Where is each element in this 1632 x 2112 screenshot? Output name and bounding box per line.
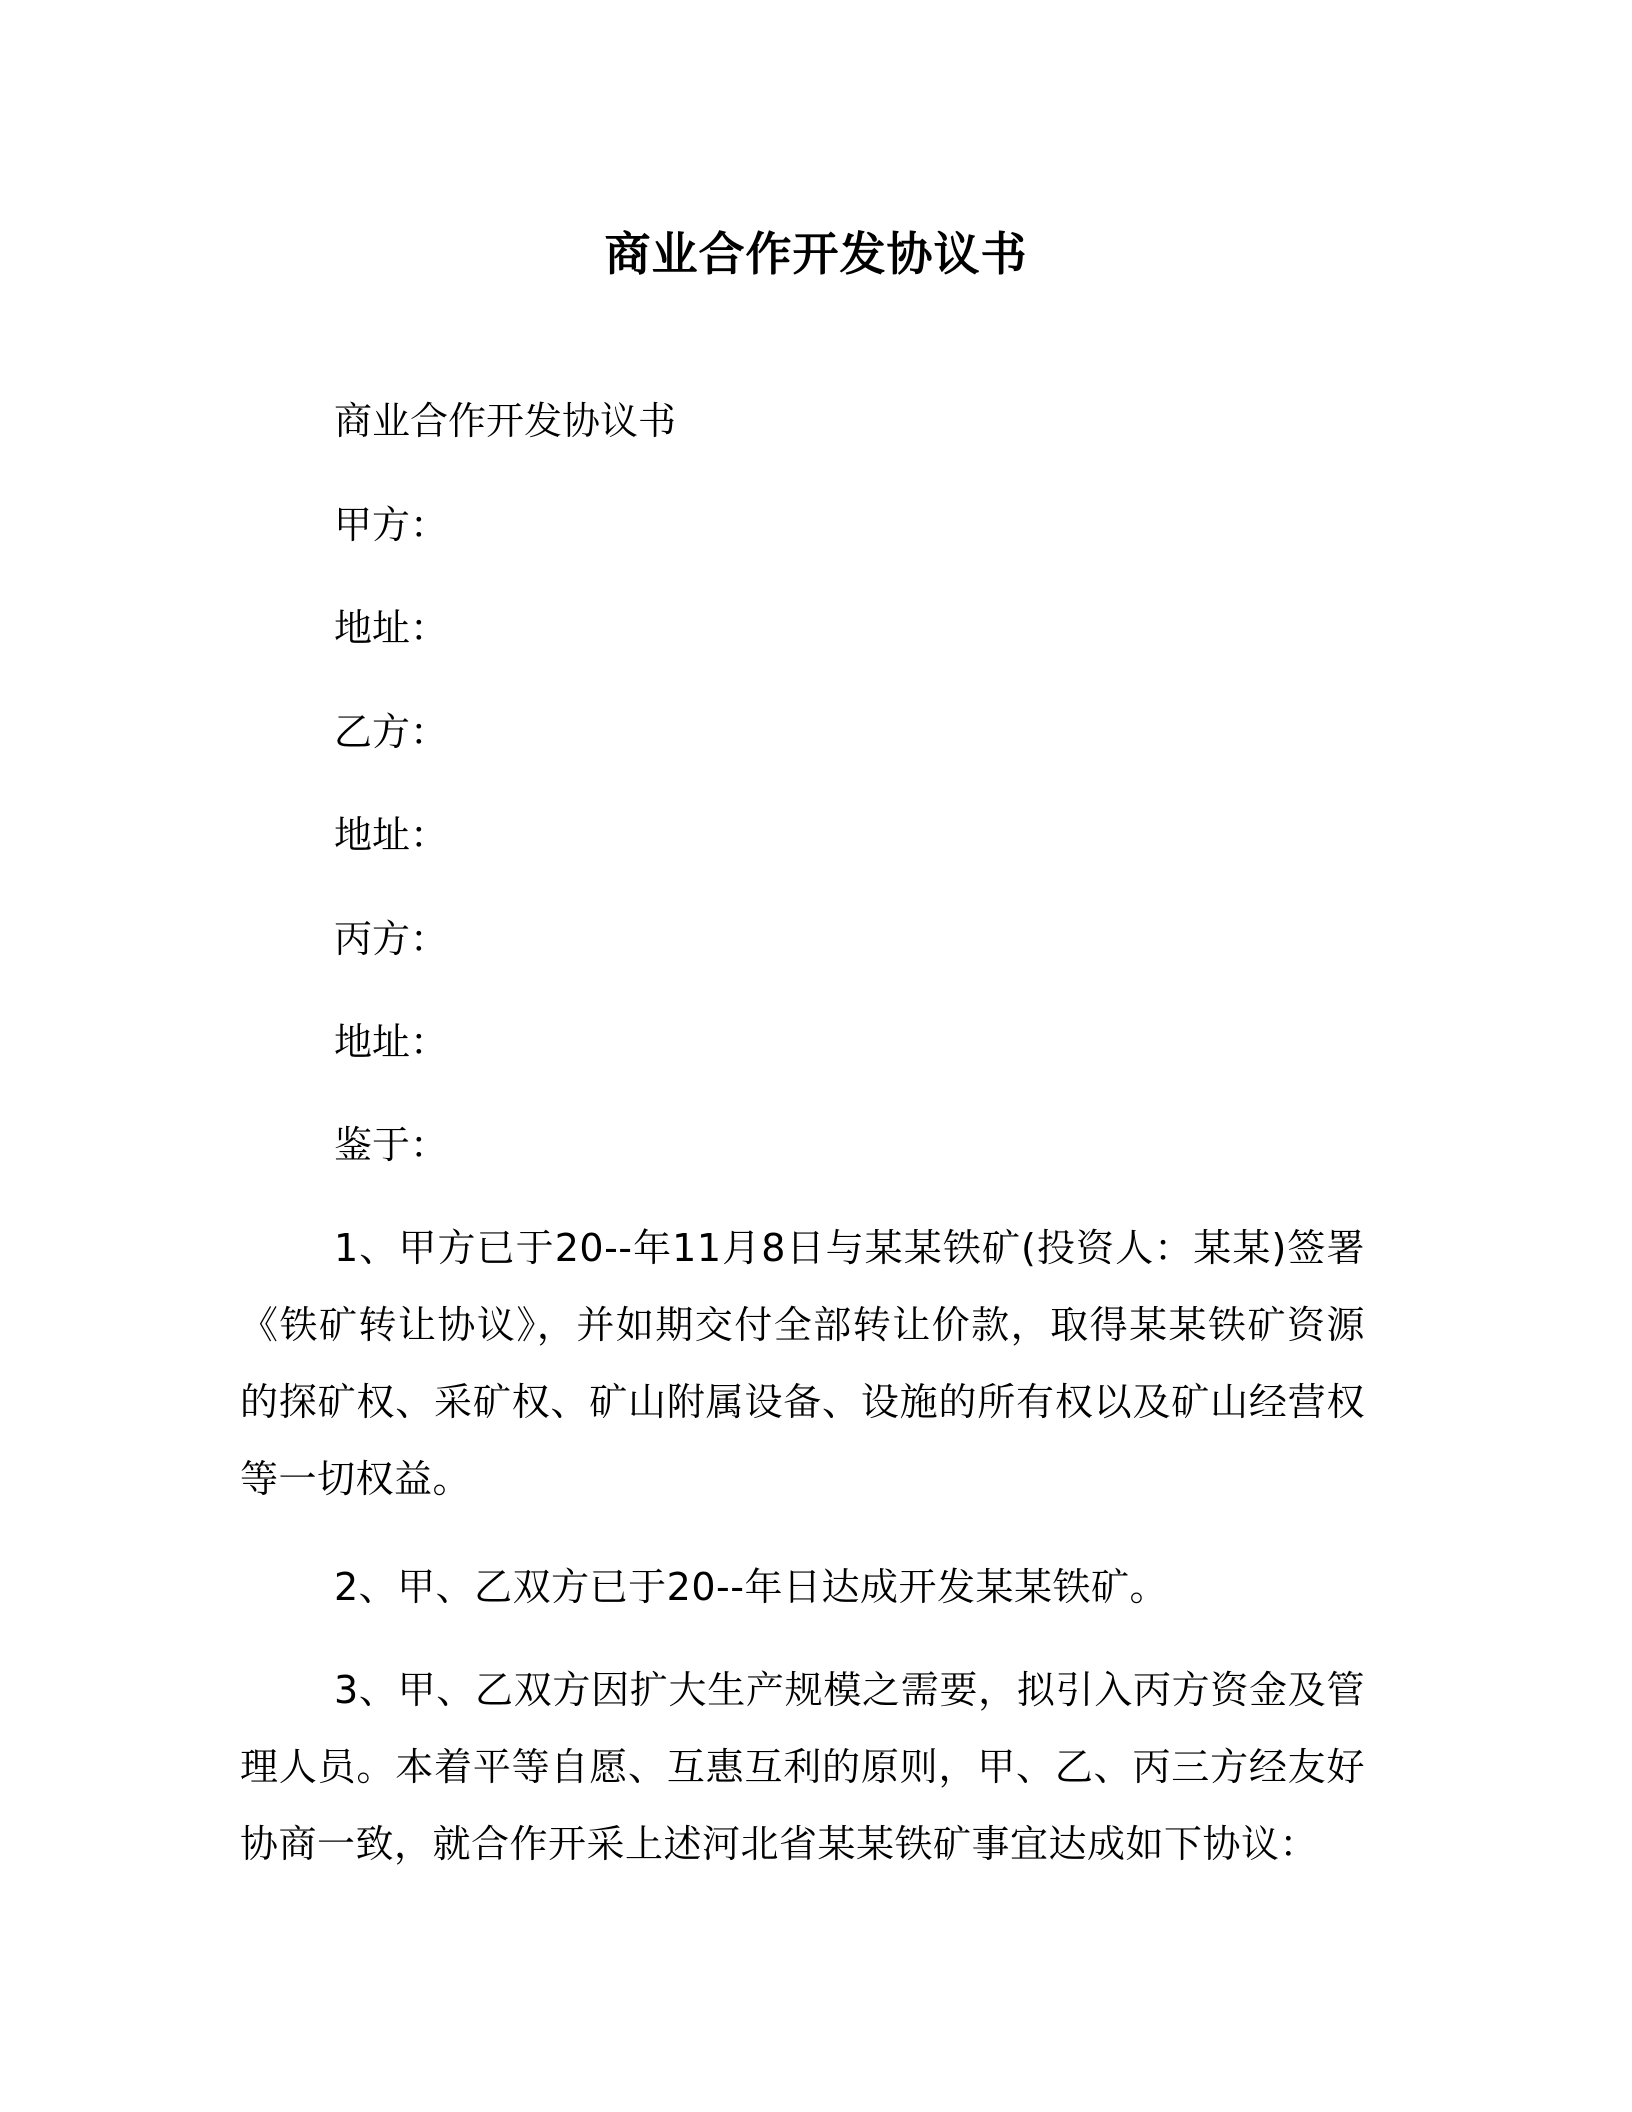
document-title: 商业合作开发协议书: [604, 227, 1028, 281]
party-c-address-label: 地址：: [334, 1020, 449, 1064]
party-a-label: 甲方：: [334, 503, 449, 547]
clause-3: 3、甲、乙双方因扩大生产规模之需要，拟引入丙方资金及管理人员。本着平等自愿、互惠互利的原则，甲、乙、丙三方经友好协商一致，就合作开采上述河北省某某铁矿事宜达成如下协议：: [240, 1668, 1365, 1866]
party-a-address-label: 地址：: [334, 606, 449, 650]
clause-2: 2、甲、乙双方已于20--年日达成开发某某铁矿。: [334, 1565, 1168, 1609]
party-c-label: 丙方：: [334, 917, 449, 961]
clause-1: 1、甲方已于20--年11月8日与某某铁矿(投资人：某某)签署《铁矿转让协议》，并如期交付全部转让价款，取得某某铁矿资源的探矿权、采矿权、矿山附属设备、设施的所有权以及矿山经营权等一切权益。: [240, 1226, 1365, 1501]
party-b-label: 乙方：: [334, 710, 449, 754]
whereas-label: 鉴于：: [334, 1123, 449, 1167]
party-b-address-label: 地址：: [334, 813, 449, 857]
document-subtitle: 商业合作开发协议书: [334, 399, 677, 443]
